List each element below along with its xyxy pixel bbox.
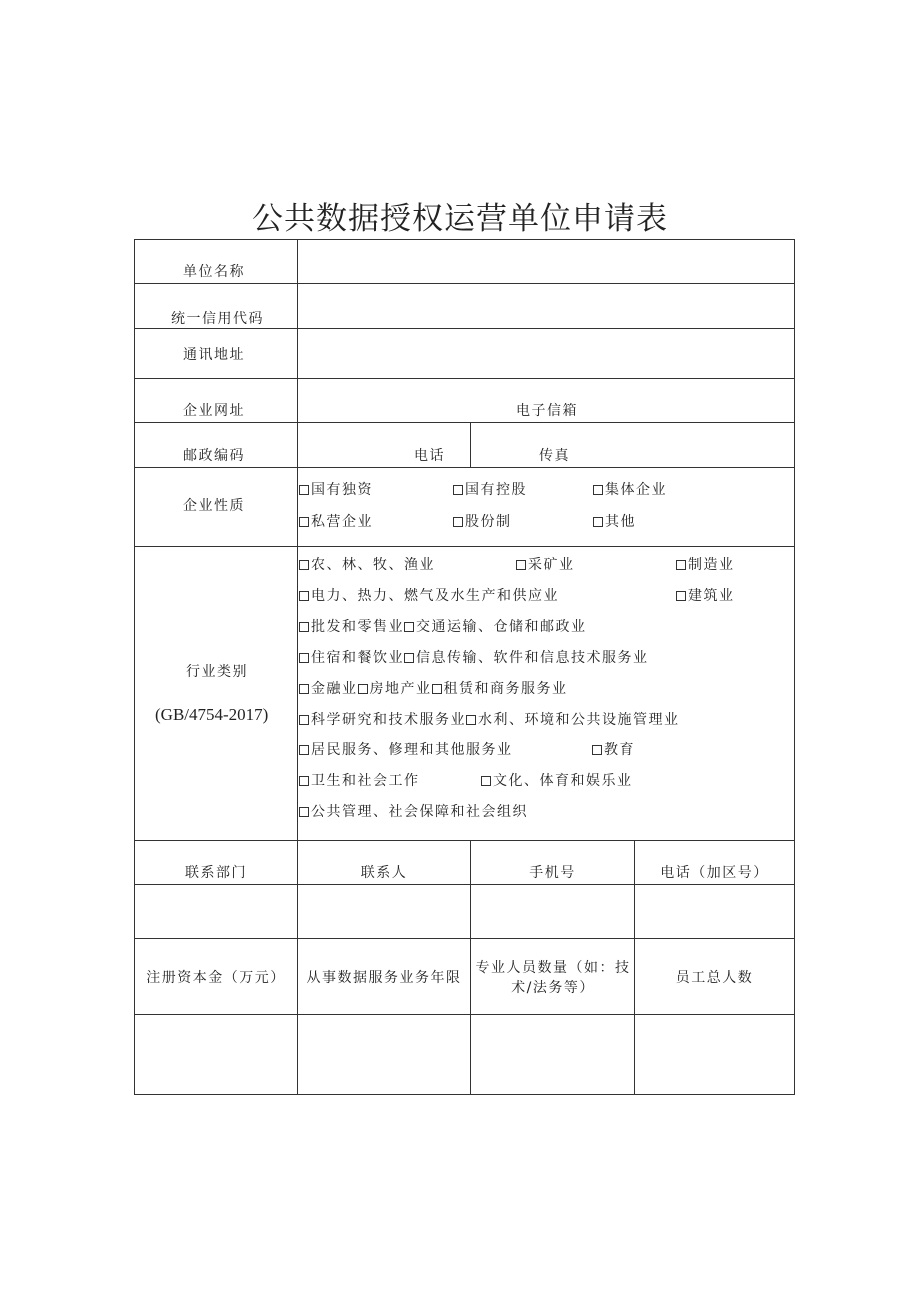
registered-capital-label: 注册资本金（万元） [146, 970, 286, 986]
industry-option[interactable]: 批发和零售业 [299, 619, 404, 635]
industry-option[interactable]: 住宿和餐饮业 [299, 650, 404, 666]
checkbox-icon[interactable] [404, 622, 414, 632]
professional-staff-label: 专业人员数量（如：技术/法务等） [475, 960, 631, 996]
industry-option[interactable]: 建筑业 [676, 587, 735, 605]
industry-option[interactable]: 房地产业 [358, 681, 432, 697]
checkbox-icon[interactable] [299, 560, 309, 570]
fax-label: 传真 [539, 448, 570, 464]
industry-option[interactable]: 电力、热力、燃气及水生产和供应业 [299, 587, 559, 605]
checkbox-icon[interactable] [299, 745, 309, 755]
checkbox-icon[interactable] [453, 485, 463, 495]
checkbox-icon[interactable] [593, 517, 603, 527]
checkbox-icon[interactable] [299, 485, 309, 495]
unit-name-label: 单位名称 [183, 264, 245, 280]
contact-person-label: 联系人 [360, 865, 408, 881]
contact-dept-label: 联系部门 [185, 865, 247, 881]
ownership-option[interactable]: 股份制 [453, 513, 512, 531]
ownership-option[interactable]: 国有控股 [453, 481, 527, 499]
industry-option[interactable]: 水利、环境和公共设施管理业 [466, 712, 680, 728]
address-label: 通讯地址 [183, 347, 245, 363]
industry-option[interactable]: 卫生和社会工作 [299, 772, 420, 790]
checkbox-icon[interactable] [516, 560, 526, 570]
page-title: 公共数据授权运营单位申请表 [252, 201, 668, 237]
ownership-label: 企业性质 [183, 498, 245, 514]
tel-with-area-code-label: 电话（加区号） [660, 865, 769, 881]
checkbox-icon[interactable] [299, 653, 309, 663]
ownership-option[interactable]: 集体企业 [593, 481, 667, 499]
industry-label: 行业类别 [186, 664, 248, 680]
phone-label: 电话 [414, 448, 445, 464]
checkbox-icon[interactable] [432, 684, 442, 694]
industry-option[interactable]: 信息传输、软件和信息技术服务业 [404, 650, 649, 666]
checkbox-icon[interactable] [299, 807, 309, 817]
checkbox-icon[interactable] [676, 560, 686, 570]
industry-option-line [299, 711, 680, 729]
industry-option[interactable]: 采矿业 [516, 556, 575, 574]
credit-code-label: 统一信用代码 [171, 311, 264, 327]
checkbox-icon[interactable] [299, 622, 309, 632]
industry-option-line [299, 680, 568, 698]
industry-standard: (GB/4754-2017) [155, 705, 269, 724]
industry-option-line [299, 618, 587, 636]
service-years-label: 从事数据服务业务年限 [306, 970, 462, 986]
checkbox-icon[interactable] [299, 715, 309, 725]
checkbox-icon[interactable] [404, 653, 414, 663]
mobile-label: 手机号 [529, 865, 576, 881]
checkbox-icon[interactable] [299, 517, 309, 527]
industry-option[interactable]: 交通运输、仓储和邮政业 [404, 619, 587, 635]
ownership-option[interactable]: 其他 [593, 513, 636, 531]
checkbox-icon[interactable] [592, 745, 602, 755]
total-employees-label: 员工总人数 [675, 970, 754, 986]
email-label: 电子信箱 [516, 403, 578, 419]
industry-option[interactable]: 教育 [592, 741, 635, 759]
ownership-option[interactable]: 私营企业 [299, 513, 373, 531]
checkbox-icon[interactable] [593, 485, 603, 495]
checkbox-icon[interactable] [453, 517, 463, 527]
website-label: 企业网址 [183, 403, 245, 419]
industry-option[interactable]: 公共管理、社会保障和社会组织 [299, 803, 528, 821]
checkbox-icon[interactable] [358, 684, 368, 694]
checkbox-icon[interactable] [676, 591, 686, 601]
checkbox-icon[interactable] [299, 591, 309, 601]
checkbox-icon[interactable] [299, 776, 309, 786]
industry-option[interactable]: 农、林、牧、渔业 [299, 556, 435, 574]
industry-option[interactable]: 租赁和商务服务业 [432, 681, 568, 697]
industry-option[interactable]: 科学研究和技术服务业 [299, 712, 466, 728]
postcode-label: 邮政编码 [183, 448, 245, 464]
checkbox-icon[interactable] [481, 776, 491, 786]
industry-option-line [299, 649, 649, 667]
industry-option[interactable]: 金融业 [299, 681, 358, 697]
checkbox-icon[interactable] [299, 684, 309, 694]
industry-option[interactable]: 文化、体育和娱乐业 [481, 772, 633, 790]
industry-option[interactable]: 制造业 [676, 556, 735, 574]
industry-option[interactable]: 居民服务、修理和其他服务业 [299, 741, 513, 759]
checkbox-icon[interactable] [466, 715, 476, 725]
ownership-option[interactable]: 国有独资 [299, 481, 373, 499]
